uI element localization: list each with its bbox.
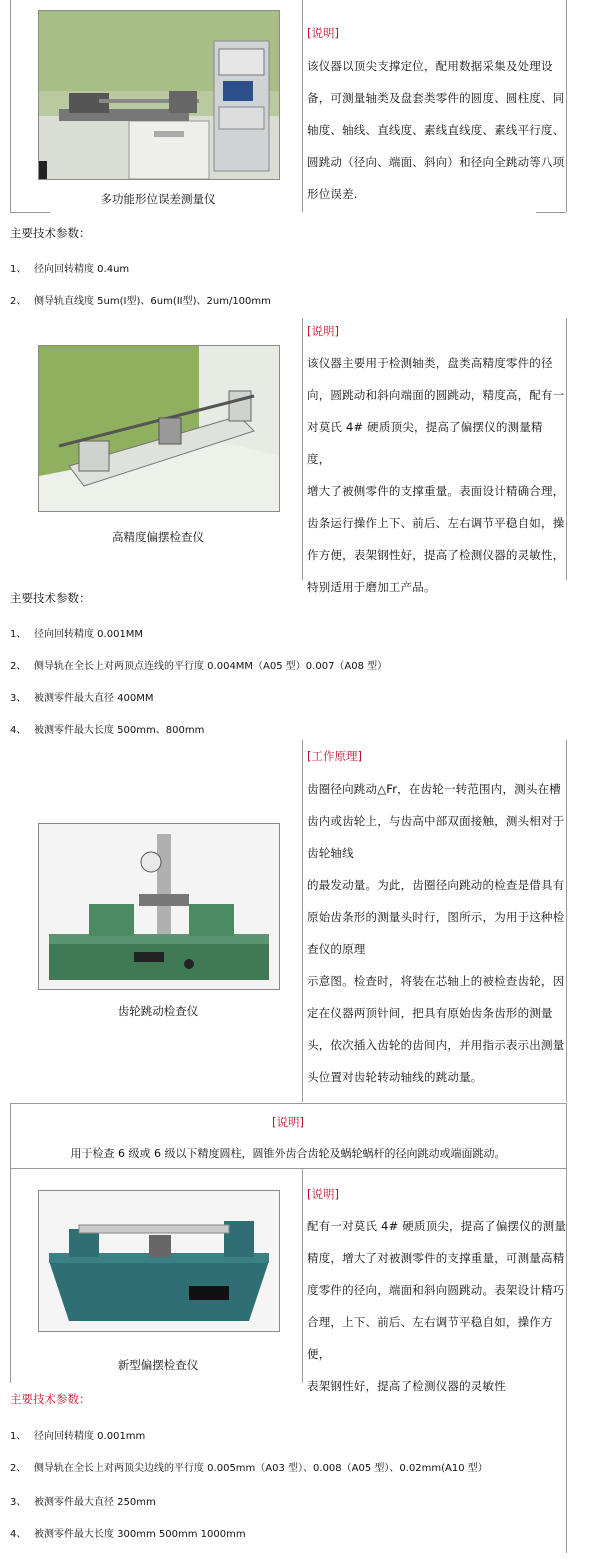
table-border bbox=[566, 1383, 567, 1553]
instrument-caption: 多功能形位误差测量仪 bbox=[100, 192, 216, 206]
note-line: 齿内或齿轮上，与齿高中部双面接触，测头相对于 bbox=[307, 814, 565, 828]
note-line: 精度，增大了对被测零件的支撑重量，可测量高精 bbox=[307, 1251, 565, 1265]
note-line: 该仪器以顶尖支撑定位，配用数据采集及处理设 bbox=[307, 59, 553, 73]
gear-runout-tester-photo bbox=[38, 823, 280, 990]
table-border bbox=[302, 318, 303, 580]
note-line: 轴度、轴线、直线度、素线直线度、素线平行度、 bbox=[307, 123, 565, 137]
note-line: 齿轮轴线 bbox=[307, 846, 354, 860]
spec-item bbox=[10, 260, 129, 275]
note-title: [说明] bbox=[307, 26, 339, 40]
note-line: 齿条运行操作上下、前后、左右调节平稳自如，操 bbox=[307, 516, 565, 530]
specs-heading: 主要技术参数： bbox=[10, 1392, 91, 1406]
instrument-caption: 齿轮跳动检查仪 bbox=[117, 1004, 199, 1018]
spec-item bbox=[10, 1493, 156, 1508]
instrument-caption: 高精度偏摆检查仪 bbox=[112, 530, 204, 544]
note-line: 原始齿条形的测量头时行，图所示，为用于这种检 bbox=[307, 910, 565, 924]
spec-item bbox=[10, 1525, 246, 1540]
spec-item bbox=[10, 292, 271, 307]
wide-note-text: 用于检查 6 级或 6 级以下精度圆柱，圆锥外齿合齿轮及蜗轮蜗杆的径向跳动或端面跳动。 bbox=[70, 1147, 506, 1160]
spec-item bbox=[10, 689, 154, 704]
table-border bbox=[302, 1168, 303, 1383]
table-border bbox=[566, 0, 567, 212]
spec-text: 侧导轨在全长上对两顶点连线的平行度 0.004MM（A05 型）0.007（A08 型） bbox=[34, 661, 388, 672]
note-line: 的最发动量。为此，齿圈径向跳动的检查是借具有 bbox=[307, 878, 565, 892]
spec-number: 2、 bbox=[10, 296, 27, 307]
table-border bbox=[302, 740, 303, 1102]
spec-text: 被测零件最大直径 250mm bbox=[34, 1497, 156, 1508]
note-line: 圆跳动（径向、端面、斜向）和径向全跳动等八项 bbox=[307, 155, 565, 169]
spec-number: 2、 bbox=[10, 1463, 27, 1474]
note-line: 对莫氏 4# 硬质顶尖，提高了偏摆仪的测量精度， bbox=[307, 420, 543, 466]
note-line: 合理，上下、前后、左右调节平稳自如，操作方便， bbox=[307, 1315, 553, 1361]
spec-number: 4、 bbox=[10, 1529, 27, 1540]
note-line: 头，依次插入齿轮的齿间内，并用指示表示出测量 bbox=[307, 1038, 565, 1052]
note-line: 向，圆跳动和斜向端面的圆跳动，精度高，配有一 bbox=[307, 388, 565, 402]
new-runout-tester-photo bbox=[38, 1190, 280, 1332]
spec-item bbox=[10, 1427, 145, 1442]
spec-text: 被测零件最大长度 300mm 500mm 1000mm bbox=[34, 1529, 246, 1540]
runout-tester-photo bbox=[38, 345, 280, 512]
spec-item bbox=[10, 721, 204, 736]
specs-heading: 主要技术参数： bbox=[10, 226, 91, 240]
note-text bbox=[307, 50, 565, 210]
spec-text: 侧导轨在全长上对两顶尖边线的平行度 0.005mm（A03 型）、0.008（A05 型）、0.02mm(A10 型） bbox=[34, 1463, 488, 1474]
spec-number: 1、 bbox=[10, 629, 27, 640]
spec-item bbox=[10, 625, 143, 640]
spec-item bbox=[10, 1459, 488, 1474]
note-line: 度零件的径向，端面和斜向圆跳动。表架设计精巧 bbox=[307, 1283, 565, 1297]
spec-text: 径向回转精度 0.001mm bbox=[34, 1431, 146, 1442]
spec-item bbox=[10, 657, 387, 672]
spec-number: 2、 bbox=[10, 661, 27, 672]
wide-note-title: [说明] bbox=[272, 1115, 304, 1129]
note-text bbox=[307, 347, 565, 603]
note-line: 备，可测量轴类及盘套类零件的圆度、圆柱度、同 bbox=[307, 91, 565, 105]
spec-text: 侧导轨直线度 5um(I型)、6um(II型)、2um/100mm bbox=[34, 296, 271, 307]
note-line: 表架钢性好，提高了检测仪器的灵敏性 bbox=[307, 1379, 506, 1393]
note-line: 定在仪器两顶针间，把具有原始齿条齿形的测量 bbox=[307, 1006, 553, 1020]
spec-number: 3、 bbox=[10, 1497, 27, 1508]
note-title: [说明] bbox=[307, 324, 339, 338]
note-title: [工作原理] bbox=[307, 749, 362, 763]
table-border bbox=[10, 1103, 566, 1104]
spec-text: 径向回转精度 0.4um bbox=[34, 264, 130, 275]
note-line: 示意图。检查时，将装在芯轴上的被检查齿轮，因 bbox=[307, 974, 565, 988]
table-border bbox=[536, 212, 566, 213]
note-text bbox=[307, 1210, 567, 1402]
note-line: 配有一对莫氏 4# 硬质顶尖，提高了偏摆仪的测量 bbox=[307, 1219, 567, 1233]
note-line: 作方便，表架钢性好，提高了检测仪器的灵敏性， bbox=[307, 548, 565, 562]
note-line: 齿圈径向跳动△Fr，在齿轮一转范围内，测头在槽 bbox=[307, 782, 561, 796]
spec-number: 4、 bbox=[10, 725, 27, 736]
specs-heading: 主要技术参数： bbox=[10, 591, 91, 605]
multifunction-measuring-instrument-photo bbox=[38, 10, 280, 180]
instrument-caption: 新型偏摆检查仪 bbox=[117, 1358, 199, 1372]
spec-text: 被测零件最大直径 400MM bbox=[34, 693, 154, 704]
note-line: 形位误差. bbox=[307, 187, 358, 201]
spec-number: 3、 bbox=[10, 693, 27, 704]
note-line: 该仪器主要用于检测轴类，盘类高精度零件的径 bbox=[307, 356, 553, 370]
spec-text: 径向回转精度 0.001MM bbox=[34, 629, 144, 640]
note-text bbox=[307, 773, 567, 1093]
spec-number: 1、 bbox=[10, 264, 27, 275]
note-line: 特别适用于磨加工产品。 bbox=[307, 580, 436, 594]
note-title: [说明] bbox=[307, 1187, 339, 1201]
spec-text: 被测零件最大长度 500mm、800mm bbox=[34, 725, 205, 736]
note-line: 增大了被侧零件的支撑重量。表面设计精确合理， bbox=[307, 484, 565, 498]
table-border bbox=[10, 1168, 566, 1169]
note-line: 头位置对齿轮转动轴线的跳动量。 bbox=[307, 1070, 483, 1084]
table-border bbox=[10, 0, 11, 212]
spec-number: 1、 bbox=[10, 1431, 27, 1442]
table-border bbox=[10, 212, 50, 213]
note-line: 查仪的原理 bbox=[307, 942, 366, 956]
table-border bbox=[302, 0, 303, 212]
table-border bbox=[566, 318, 567, 580]
